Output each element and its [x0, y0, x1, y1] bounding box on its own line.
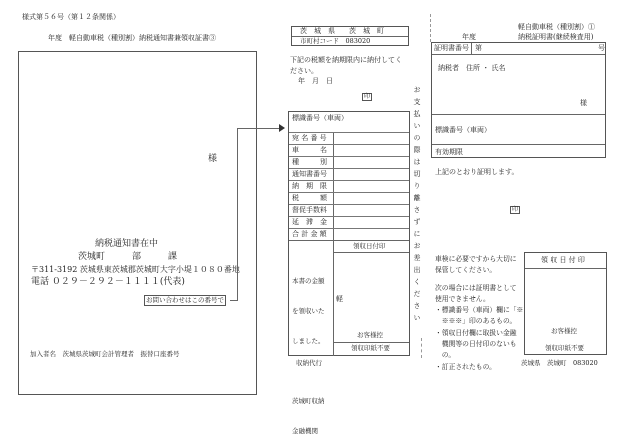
seal-mark: 印 — [512, 206, 519, 213]
department-label: 茨城町 部 課 — [78, 252, 178, 262]
note-line: 保管してください。 — [435, 266, 497, 275]
certificate-box — [431, 42, 606, 158]
row-label: 車 名 — [292, 146, 327, 154]
seal-mark: 印 — [364, 93, 371, 100]
agent-label: 収納代行 — [296, 359, 322, 367]
divider — [333, 342, 409, 343]
divider — [432, 54, 605, 55]
column-divider — [471, 43, 472, 54]
row-label: 種 別 — [292, 158, 327, 166]
plate-number-label: 標識番号（車両） — [435, 126, 491, 134]
note-line: 次の場合には証明書として — [435, 283, 517, 292]
connector-line — [237, 128, 238, 301]
row-label: 延 滞 金 — [292, 218, 327, 226]
footer-municipality: 茨城県 茨城町 083020 — [521, 359, 598, 367]
in-envelope-label: 納税通知書在中 — [95, 239, 159, 249]
arrow-line — [237, 128, 281, 129]
cert-year: 年度 — [462, 33, 476, 41]
kei-mark: 軽 — [336, 295, 343, 303]
divider — [432, 144, 605, 145]
note-line: 茨城町収納 — [292, 397, 325, 405]
note-line: 金融機関 — [292, 427, 318, 435]
note-line: しました。 — [292, 337, 325, 345]
note-line: ・標識番号（車両）欄に「※ — [435, 306, 524, 315]
receipt-stamp-box — [524, 252, 607, 355]
note-line: 車検に必要ですから大切に — [435, 255, 517, 263]
no-stamp-label: 領収印紙不要 — [545, 344, 584, 352]
divider — [525, 268, 606, 269]
receipt-stamp-label: 領 収 日 付 印 — [541, 256, 585, 264]
taxpayer-honorific: 様 — [580, 99, 587, 107]
perforation-line — [421, 338, 422, 358]
validity-label: 有効期限 — [435, 148, 463, 156]
cert-no-suffix: 号 — [598, 44, 605, 52]
perforation-line — [430, 14, 431, 42]
spacer — [292, 366, 325, 376]
divider — [432, 114, 605, 115]
note-line: 使用できません。 — [435, 294, 490, 303]
receipt-stamp-label: 領収日付印 — [353, 242, 386, 250]
account-holder: 加入者名 茨城県茨城町会計管理者 振替口座番号 — [30, 350, 180, 358]
municipality-name: 茨 城 県 茨 城 町 — [300, 27, 384, 35]
instruction-line-2: ださい。 — [290, 67, 318, 75]
cert-no-label: 証明書番号 — [434, 44, 469, 52]
divider — [333, 252, 409, 253]
date-field: 年 月 日 — [298, 77, 333, 85]
arrow-icon — [279, 124, 285, 132]
municipality-code: 市町村コード 083020 — [300, 37, 371, 45]
plate-number-label: 標識番号（車両） — [292, 114, 348, 122]
cert-title-2: 納税証明書(継続検査用) — [518, 33, 594, 41]
customer-copy-label: お客様控 — [551, 327, 577, 335]
form-number: 様式第５６号（第１２条関係） — [22, 13, 120, 21]
no-stamp-label: 領収印紙不要 — [351, 344, 390, 352]
customer-copy-label: お客様控 — [357, 331, 383, 339]
notice-title: 年度 軽自動車税（種別割）納税通知書兼領収証書③ — [48, 34, 216, 42]
divider — [289, 240, 409, 241]
note-line: 機関等の日付印のないも — [435, 340, 517, 349]
note-line: 本書の金額 — [292, 277, 325, 285]
cert-title-1: 軽自動車税（種別割）① — [518, 23, 595, 31]
note-line: ・領収日付欄に取扱い金融 — [435, 328, 517, 337]
row-label: 税 額 — [292, 194, 327, 202]
note-line: ・訂正されたもの。 — [435, 362, 496, 371]
taxpayer-label: 納税者 住所 ・ 氏名 — [438, 64, 506, 72]
note-line: の。 — [435, 351, 456, 360]
row-label: 督促手数料 — [292, 206, 327, 214]
perforation-note: お支払いの際は切り離さずにお差出ください — [413, 86, 421, 326]
usage-notes — [435, 254, 523, 373]
cert-no-prefix: 第 — [475, 44, 482, 52]
row-label: 通知書番号 — [292, 170, 327, 178]
note-line: を領収いた — [292, 307, 325, 315]
phone-text: 電話 ０２９－２９２－１１１１(代表) — [31, 277, 185, 287]
received-note — [292, 256, 325, 439]
instruction-line-1: 下記の税額を納期限内に納付してく — [290, 56, 402, 64]
inquiry-note: お問い合わせはこの番号で — [146, 296, 224, 304]
address-text: 〒311-3192 茨城県東茨城郡茨城町大字小堤１０８０番地 — [31, 265, 240, 274]
envelope-panel — [18, 51, 257, 395]
row-label: 納 期 限 — [292, 182, 327, 190]
row-label: 合 計 金 額 — [292, 230, 327, 238]
municipality-box — [291, 26, 409, 46]
certify-text: 上記のとおり証明します。 — [435, 168, 519, 176]
row-label: 宛 名 番 号 — [292, 134, 327, 142]
addressee-honorific: 様 — [208, 154, 218, 164]
note-line: ※※※」印のあるもの。 — [435, 317, 517, 326]
